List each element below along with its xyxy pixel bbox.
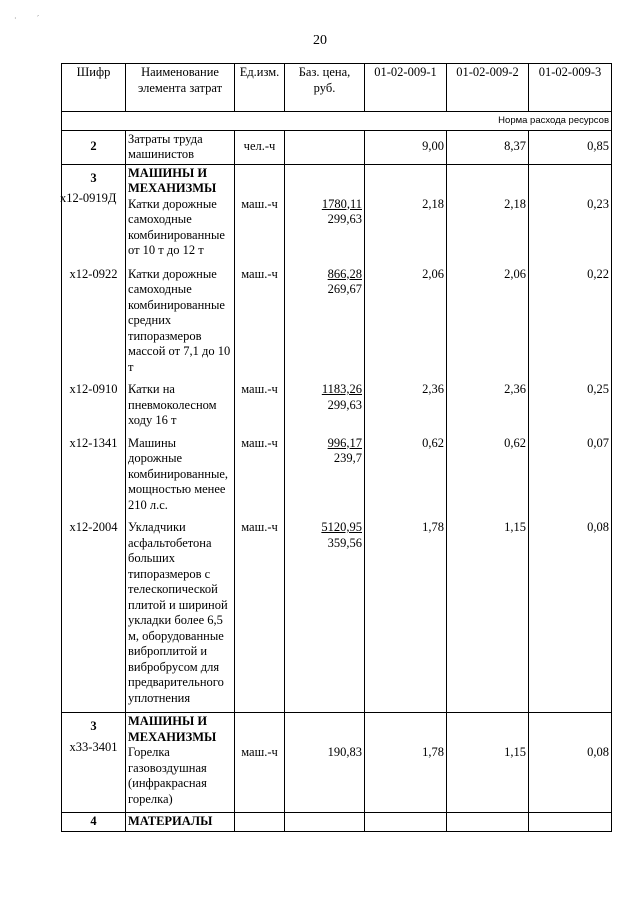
table-row	[62, 381, 612, 435]
row-v3: 0,22	[529, 266, 612, 382]
row-unit: маш.-ч	[241, 745, 278, 759]
row-v1: 1,78	[365, 519, 447, 713]
resource-table	[61, 63, 612, 832]
row-code: х12-0919Д	[60, 191, 117, 205]
row-price-sub: 299,63	[327, 397, 362, 412]
row-price-base: 1780,11	[321, 196, 362, 211]
row-v1: 0,62	[365, 435, 447, 520]
row-unit: маш.-ч	[235, 381, 285, 435]
section-title: МАШИНЫ И МЕХАНИЗМЫ	[128, 165, 217, 195]
row-price-base: 996,17	[327, 435, 362, 450]
row-code: х12-0910	[62, 381, 126, 435]
row-name: Затраты труда машинистов	[126, 130, 235, 164]
section-title: МАТЕРИАЛЫ	[126, 813, 235, 832]
header-price: Баз. цена, руб.	[285, 64, 365, 112]
row-price	[285, 130, 365, 164]
row-v2: 0,62	[447, 435, 529, 520]
row-unit: чел.-ч	[235, 130, 285, 164]
table-header-row	[62, 64, 612, 112]
section-title: МАШИНЫ И МЕХАНИЗМЫ	[128, 714, 217, 744]
row-unit: маш.-ч	[241, 196, 278, 211]
row-v3: 0,23	[587, 196, 609, 211]
header-code: Шифр	[62, 64, 126, 112]
row-code: 2	[62, 130, 126, 164]
table-row	[62, 130, 612, 164]
row-price-base: 5120,95	[321, 520, 362, 534]
header-col3: 01-02-009-3	[529, 64, 612, 112]
row-price: 190,83	[327, 745, 362, 759]
row-name: Укладчики асфальтобетона больших типоразмеров с телескопической плитой и шириной укладки более 6,5 м, оборудованные виброплитой и вибробрусом для предварительного уплотнения	[126, 519, 235, 713]
row-v1: 9,00	[365, 130, 447, 164]
section-row	[62, 164, 612, 266]
row-v3: 0,25	[529, 381, 612, 435]
header-col2: 01-02-009-2	[447, 64, 529, 112]
row-name: Горелка газовоздушная (инфракрасная горелка)	[128, 745, 207, 806]
row-v3: 0,08	[587, 745, 609, 759]
row-price-sub: 269,67	[327, 282, 362, 296]
table-row	[62, 435, 612, 520]
row-v2: 1,15	[504, 745, 526, 759]
page-number: 20	[313, 33, 327, 48]
table-row	[62, 266, 612, 382]
row-unit: маш.-ч	[235, 519, 285, 713]
row-unit: маш.-ч	[235, 435, 285, 520]
row-price-base: 866,28	[327, 266, 362, 281]
row-v3: 0,85	[529, 130, 612, 164]
section-number: 4	[62, 813, 126, 832]
section-row	[62, 813, 612, 832]
row-v2: 2,18	[504, 196, 526, 211]
section-number: 3	[90, 719, 97, 733]
header-name: Наименование элемента затрат	[126, 64, 235, 112]
row-price-sub: 299,63	[327, 212, 362, 226]
row-v2: 1,15	[447, 519, 529, 713]
row-name: Катки на пневмоколесном ходу 16 т	[126, 381, 235, 435]
section-number: 3	[90, 170, 97, 185]
row-price-sub: 359,56	[327, 535, 362, 550]
row-name: Катки дорожные самоходные комбинированные средних типоразмеров массой от 7,1 до 10 т	[126, 266, 235, 382]
row-v2: 2,06	[447, 266, 529, 382]
row-v1: 2,18	[422, 196, 444, 211]
row-v1: 2,06	[365, 266, 447, 382]
norm-label-row	[62, 112, 612, 131]
row-v3: 0,08	[529, 519, 612, 713]
row-code: х12-0922	[62, 266, 126, 382]
row-code: х12-2004	[62, 519, 126, 713]
row-code: х12-1341	[62, 435, 126, 520]
scan-specks: · ´	[14, 14, 40, 23]
row-code: х33-3401	[69, 739, 118, 754]
section-row	[62, 713, 612, 813]
row-v3: 0,07	[529, 435, 612, 520]
header-unit: Ед.изм.	[235, 64, 285, 112]
row-v1: 1,78	[422, 745, 444, 759]
row-v2: 2,36	[447, 381, 529, 435]
row-price-sub: 239,7	[333, 451, 362, 465]
header-col1: 01-02-009-1	[365, 64, 447, 112]
norm-label: Норма расхода ресурсов	[62, 112, 612, 131]
table-row	[62, 519, 612, 713]
row-v2: 8,37	[447, 130, 529, 164]
row-name: Катки дорожные самоходные комбинированные от 10 т до 12 т	[128, 196, 225, 257]
row-unit: маш.-ч	[235, 266, 285, 382]
row-v1: 2,36	[365, 381, 447, 435]
row-price-base: 1183,26	[321, 382, 362, 396]
row-name: Машины дорожные комбинированные, мощностью менее 210 л.с.	[126, 435, 235, 520]
